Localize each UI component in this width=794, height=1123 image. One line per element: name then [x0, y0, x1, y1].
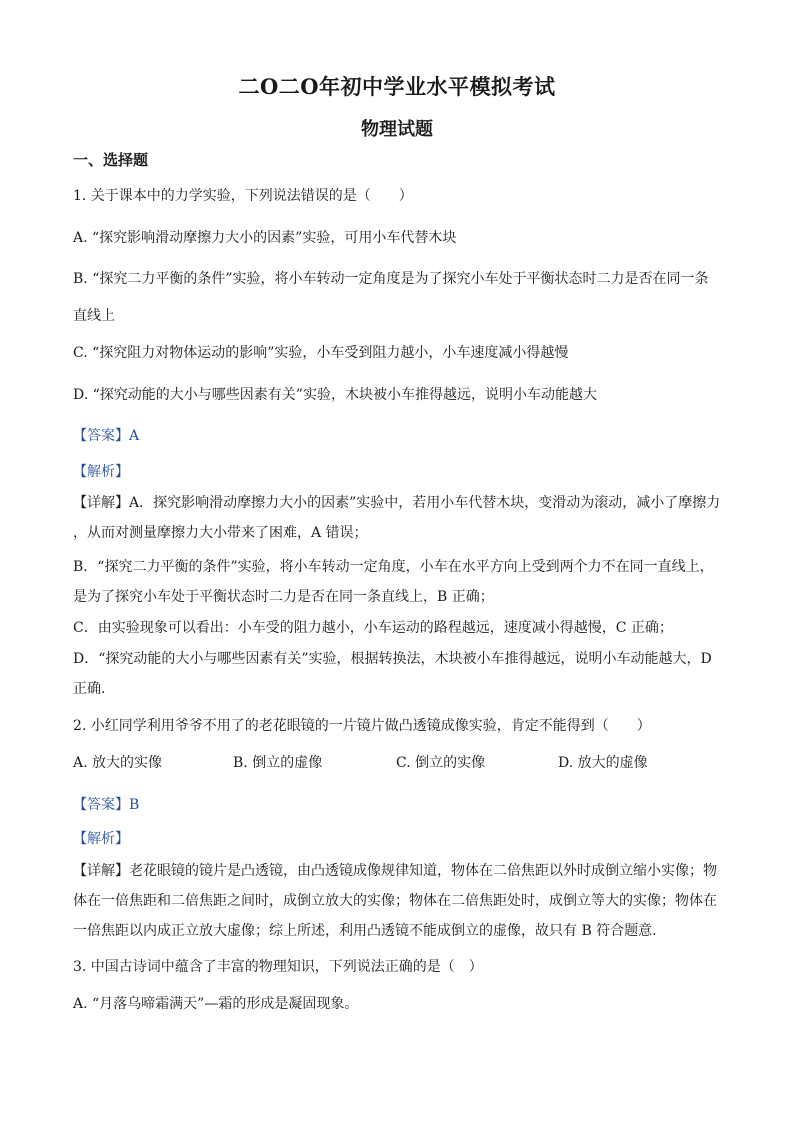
question-1-answer: 【答案】A [73, 428, 140, 444]
question-2-detail-line: 【详解】老花眼镜的镜片是凸透镜，由凸透镜成像规律知道，物体在二倍焦距以外时成倒立缩小实像；物 [73, 863, 717, 879]
question-2-answer: 【答案】B [73, 797, 140, 813]
question-1-option-a: A. “探究影响滑动摩擦力大小的因素”实验，可用小车代替木块 [73, 230, 457, 246]
question-1-detail-line: 是为了探究小车处于平衡状态时二力是否在同一条直线上，B 正确； [73, 589, 494, 605]
question-1-detail-line: 正确． [73, 681, 115, 697]
question-3-stem: 3. 中国古诗词中蕴含了丰富的物理知识，下列说法正确的是（ ） [73, 959, 483, 975]
question-1-option-c: C. “探究阻力对物体运动的影响”实验，小车受到阻力越小，小车速度减小得越慢 [73, 345, 569, 361]
question-1-detail-line: 【详解】A．探究影响滑动摩擦力大小的因素”实验中，若用小车代替木块，变滑动为滚动，减小了摩擦力 [73, 495, 721, 511]
page-subtitle: 物理试题 [361, 119, 433, 140]
question-3-option-a: A. “月落乌啼霜满天”—霜的形成是凝固现象。 [73, 996, 359, 1012]
page-title: 二O二O年初中学业水平模拟考试 [238, 74, 556, 99]
question-2-detail-line: 一倍焦距以内成正立放大虚像；综上所述，利用凸透镜不能成倒立的虚像，故只有 B 符合题意． [73, 923, 667, 939]
question-2-stem: 2. 小红同学利用爷爷不用了的老花眼镜的一片镜片做凸透镜成像实验，肯定不能得到（ ） [73, 718, 651, 734]
question-2-option-b: B. 倒立的虚像 [233, 755, 323, 771]
question-2-option-d: D. 放大的虚像 [558, 755, 648, 771]
question-1-option-b-cont: 直线上 [73, 308, 115, 324]
question-1-option-b: B. “探究二力平衡的条件”实验，将小车转动一定角度是为了探究小车处于平衡状态时二力是否在同一条 [73, 271, 709, 287]
question-1-detail-line: ，从而对测量摩擦力大小带来了困难，A 错误； [73, 525, 368, 541]
question-1-detail-line: B．“探究二力平衡的条件”实验，将小车转动一定角度，小车在水平方向上受到两个力不在同一直线上， [73, 559, 714, 575]
section-heading: 一、选择题 [73, 151, 149, 169]
question-2-option-a: A. 放大的实像 [73, 755, 163, 771]
question-1-analysis-label: 【解析】 [73, 464, 129, 480]
question-2-analysis-label: 【解析】 [73, 831, 129, 847]
question-1-stem: 1. 关于课本中的力学实验，下列说法错误的是（ ） [73, 188, 413, 204]
question-2-detail-line: 体在一倍焦距和二倍焦距之间时，成倒立放大的实像；物体在二倍焦距处时，成倒立等大的实像；物体在 [73, 893, 717, 909]
question-2-option-c: C. 倒立的实像 [396, 755, 486, 771]
question-1-option-d: D. “探究动能的大小与哪些因素有关”实验，木块被小车推得越远，说明小车动能越大 [73, 387, 597, 403]
question-1-detail-line: C．由实验现象可以看出：小车受的阻力越小，小车运动的路程越远，速度减小得越慢，C 正确； [73, 620, 673, 636]
question-1-detail-line: D．“探究动能的大小与哪些因素有关”实验，根据转换法，木块被小车推得越远，说明小车动能越大，D [73, 651, 712, 667]
